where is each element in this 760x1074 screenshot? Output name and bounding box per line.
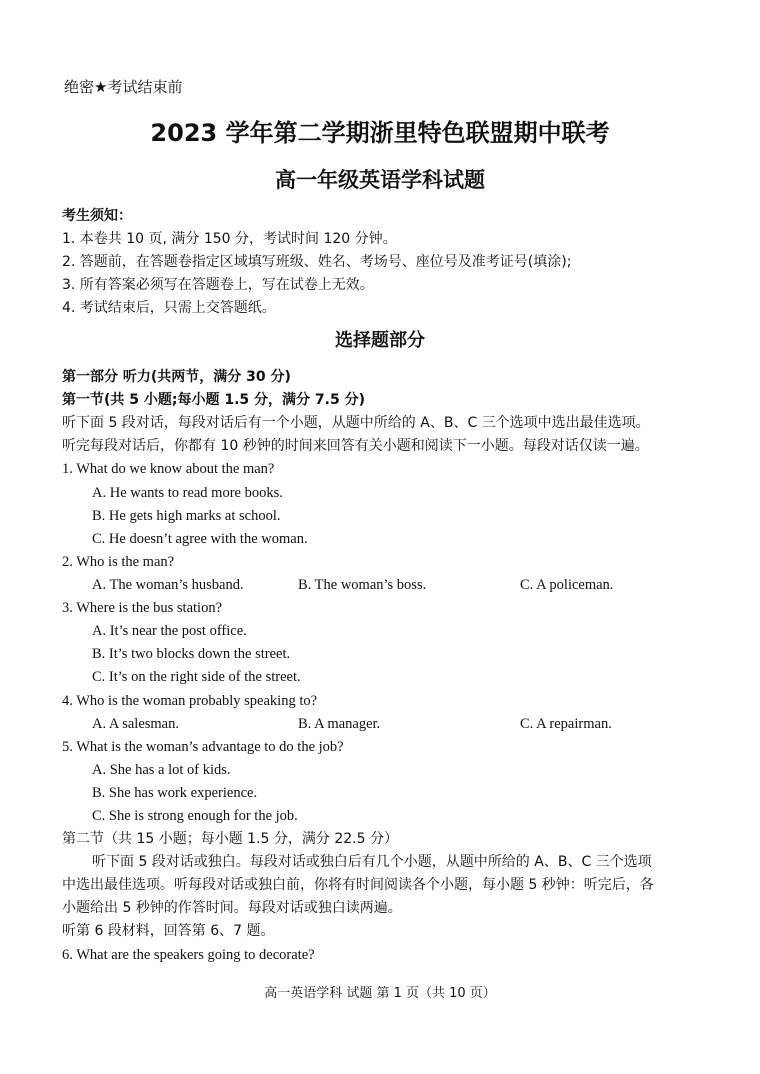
- notice-item: 1. 本卷共 10 页, 满分 150 分，考试时间 120 分钟。: [62, 231, 397, 247]
- material-note: 听第 6 段材料，回答第 6、7 题。: [62, 923, 275, 939]
- section-title: 选择题部分: [335, 330, 425, 351]
- option-a: A. A salesman.: [92, 716, 179, 732]
- page-footer: 高一英语学科 试题 第 1 页（共 10 页）: [264, 986, 496, 1001]
- option-b: B. She has work experience.: [92, 785, 258, 801]
- option-b: B. He gets high marks at school.: [92, 508, 281, 524]
- exam-title: 2023 学年第二学期浙里特色联盟期中联考: [150, 119, 610, 147]
- option-c: C. A policeman.: [520, 577, 614, 593]
- exam-subtitle: 高一年级英语学科试题: [275, 168, 485, 192]
- option-b: B. The woman’s boss.: [298, 577, 427, 593]
- notice-item: 4. 考试结束后，只需上交答题纸。: [62, 300, 276, 316]
- option-c: C. A repairman.: [520, 716, 612, 732]
- notice-heading: 考生须知：: [62, 208, 132, 224]
- option-b: B. It’s two blocks down the street.: [92, 646, 291, 662]
- option-a: A. The woman’s husband.: [92, 577, 244, 593]
- option-b: B. A manager.: [298, 716, 381, 732]
- part-heading: 第一部分 听力(共两节，满分 30 分): [62, 369, 291, 385]
- question-stem: 2. Who is the man?: [62, 554, 175, 570]
- instruction-line: 听完每段对话后，你都有 10 秒钟的时间来回答有关小题和阅读下一小题。每段对话仅读一遍。: [62, 438, 649, 454]
- instruction-line: 听下面 5 段对话，每段对话后有一个小题，从题中所给的 A、B、C 三个选项中选出最佳选项。: [62, 415, 650, 431]
- notice-item: 3. 所有答案必须写在答题卷上，写在试卷上无效。: [62, 277, 374, 293]
- instruction-line: 听下面 5 段对话或独白。每段对话或独白后有几个小题，从题中所给的 A、B、C 三个选项: [92, 854, 652, 870]
- question-stem: 4. Who is the woman probably speaking to?: [62, 693, 318, 709]
- option-c: C. It’s on the right side of the street.: [92, 669, 301, 685]
- question-stem: 3. Where is the bus station?: [62, 600, 223, 616]
- section-heading: 第一节(共 5 小题;每小题 1.5 分，满分 7.5 分): [62, 392, 365, 408]
- option-a: A. It’s near the post office.: [92, 623, 247, 639]
- question-stem: 1. What do we know about the man?: [62, 461, 275, 477]
- option-a: A. He wants to read more books.: [92, 485, 283, 501]
- instruction-line: 中选出最佳选项。听每段对话或独白前，你将有时间阅读各个小题，每小题 5 秒钟：听完后，各: [62, 877, 654, 893]
- option-c: C. She is strong enough for the job.: [92, 808, 298, 824]
- notice-item: 2. 答题前，在答题卷指定区域填写班级、姓名、考场号、座位号及准考证号(填涂);: [62, 254, 572, 270]
- section-heading: 第二节（共 15 小题；每小题 1.5 分，满分 22.5 分）: [62, 831, 398, 847]
- instruction-line: 小题给出 5 秒钟的作答时间。每段对话或独白读两遍。: [62, 900, 402, 916]
- question-stem: 6. What are the speakers going to decorate?: [62, 947, 315, 963]
- option-a: A. She has a lot of kids.: [92, 762, 231, 778]
- question-stem: 5. What is the woman’s advantage to do the job?: [62, 739, 344, 755]
- confidential-mark: 绝密★考试结束前: [64, 78, 183, 96]
- option-c: C. He doesn’t agree with the woman.: [92, 531, 308, 547]
